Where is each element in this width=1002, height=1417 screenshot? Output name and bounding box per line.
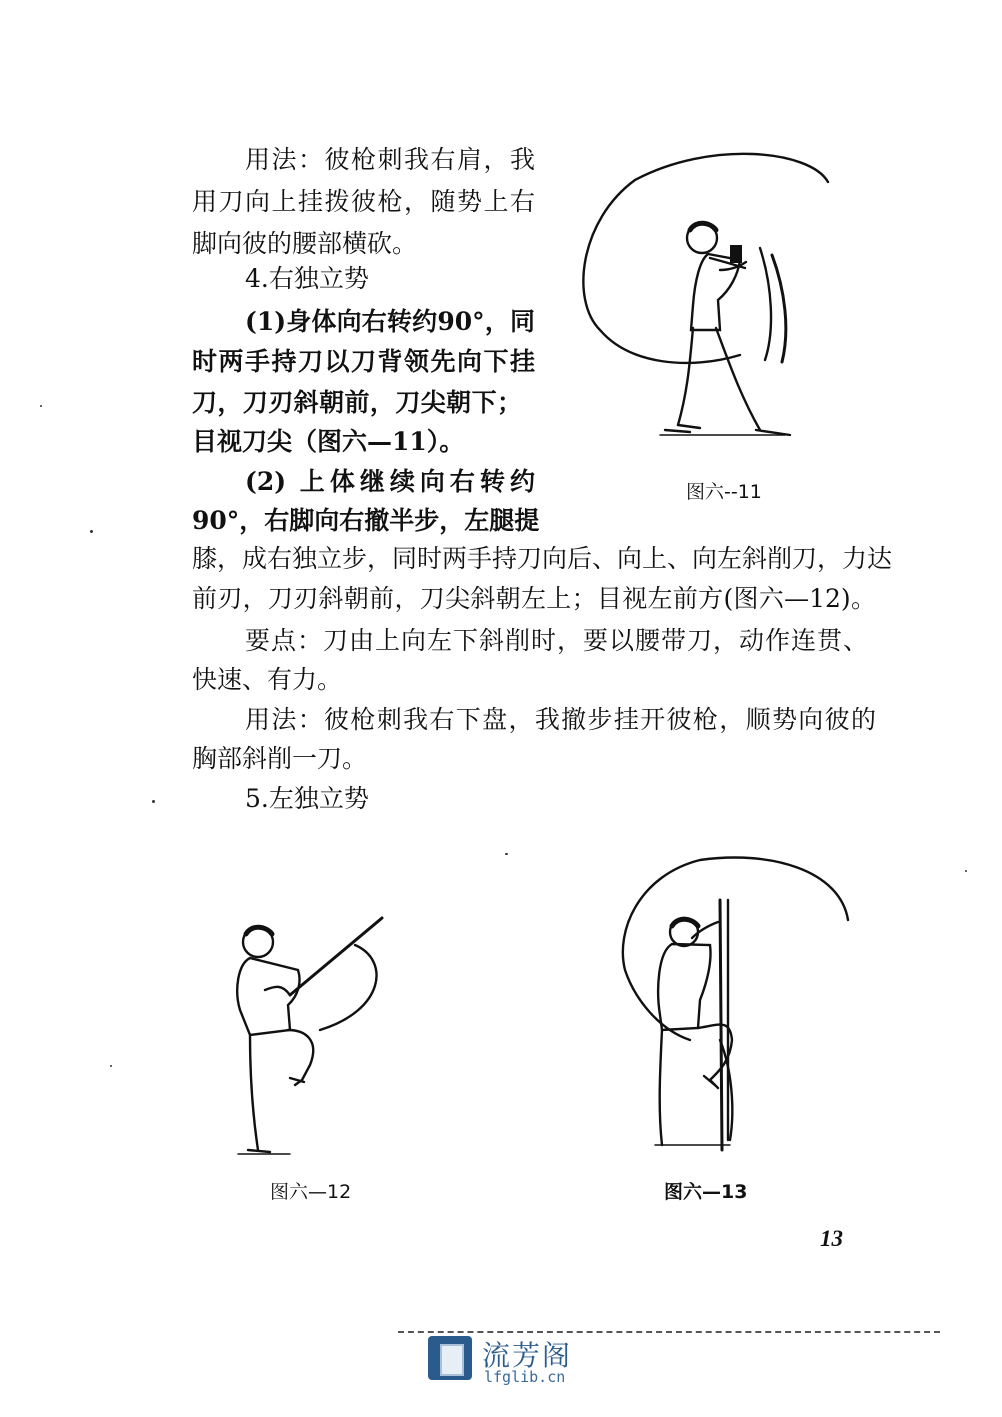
figure-6-12-illustration [210,900,410,1170]
text-line: 用法：彼枪刺我右下盘，我撤步挂开彼枪，顺势向彼的 [245,705,876,734]
text-line: 前刃，刀刃斜朝前，刀尖斜朝左上；目视左前方(图六—12)。 [192,584,876,613]
text-line: (2) 上体继续向右转约 [245,467,535,496]
text-line: 时两手持刀以刀背领先向下挂 [192,347,535,376]
text-line: 90°，右脚向右撤半步，左腿提 [192,506,540,535]
watermark-url: lfglib.cn [484,1368,566,1386]
section-heading: 5.左独立势 [245,784,369,813]
scan-speck [90,530,93,533]
watermark-logo [428,1330,588,1390]
page-number: 13 [820,1226,843,1251]
figure-caption: 图六—13 [664,1181,748,1203]
figure-6-13-illustration [600,840,870,1170]
scan-speck [505,853,508,855]
text-line: 要点：刀由上向左下斜削时，要以腰带刀，动作连贯、 [245,626,868,655]
section-heading: 4.右独立势 [245,264,369,293]
text-line: 脚向彼的腰部横砍。 [192,229,418,258]
text-line: 用刀向上挂拨彼枪，随势上右 [192,187,535,216]
text-line: 膝，成右独立步，同时两手持刀向后、向上、向左斜削刀，力达 [192,544,893,573]
text-line: 胸部斜削一刀。 [192,744,368,773]
figure-caption: 图六—12 [270,1181,352,1203]
scan-speck [110,1065,112,1067]
text-line: 用法：彼枪刺我右肩，我 [245,145,535,174]
book-icon [428,1336,472,1380]
watermark-title: 流芳阁 [482,1339,573,1372]
scan-speck [152,800,155,803]
figure-6-11-illustration [560,130,860,470]
text-line: 刀，刀刃斜朝前，刀尖朝下； [192,388,522,417]
text-line: 目视刀尖（图六—11）。 [192,427,465,456]
scan-speck [40,405,42,407]
scan-speck [965,870,967,872]
text-line: 快速、有力。 [192,665,343,694]
figure-caption: 图六--11 [686,481,762,503]
text-line: (1)身体向右转约90°，同 [245,307,535,336]
